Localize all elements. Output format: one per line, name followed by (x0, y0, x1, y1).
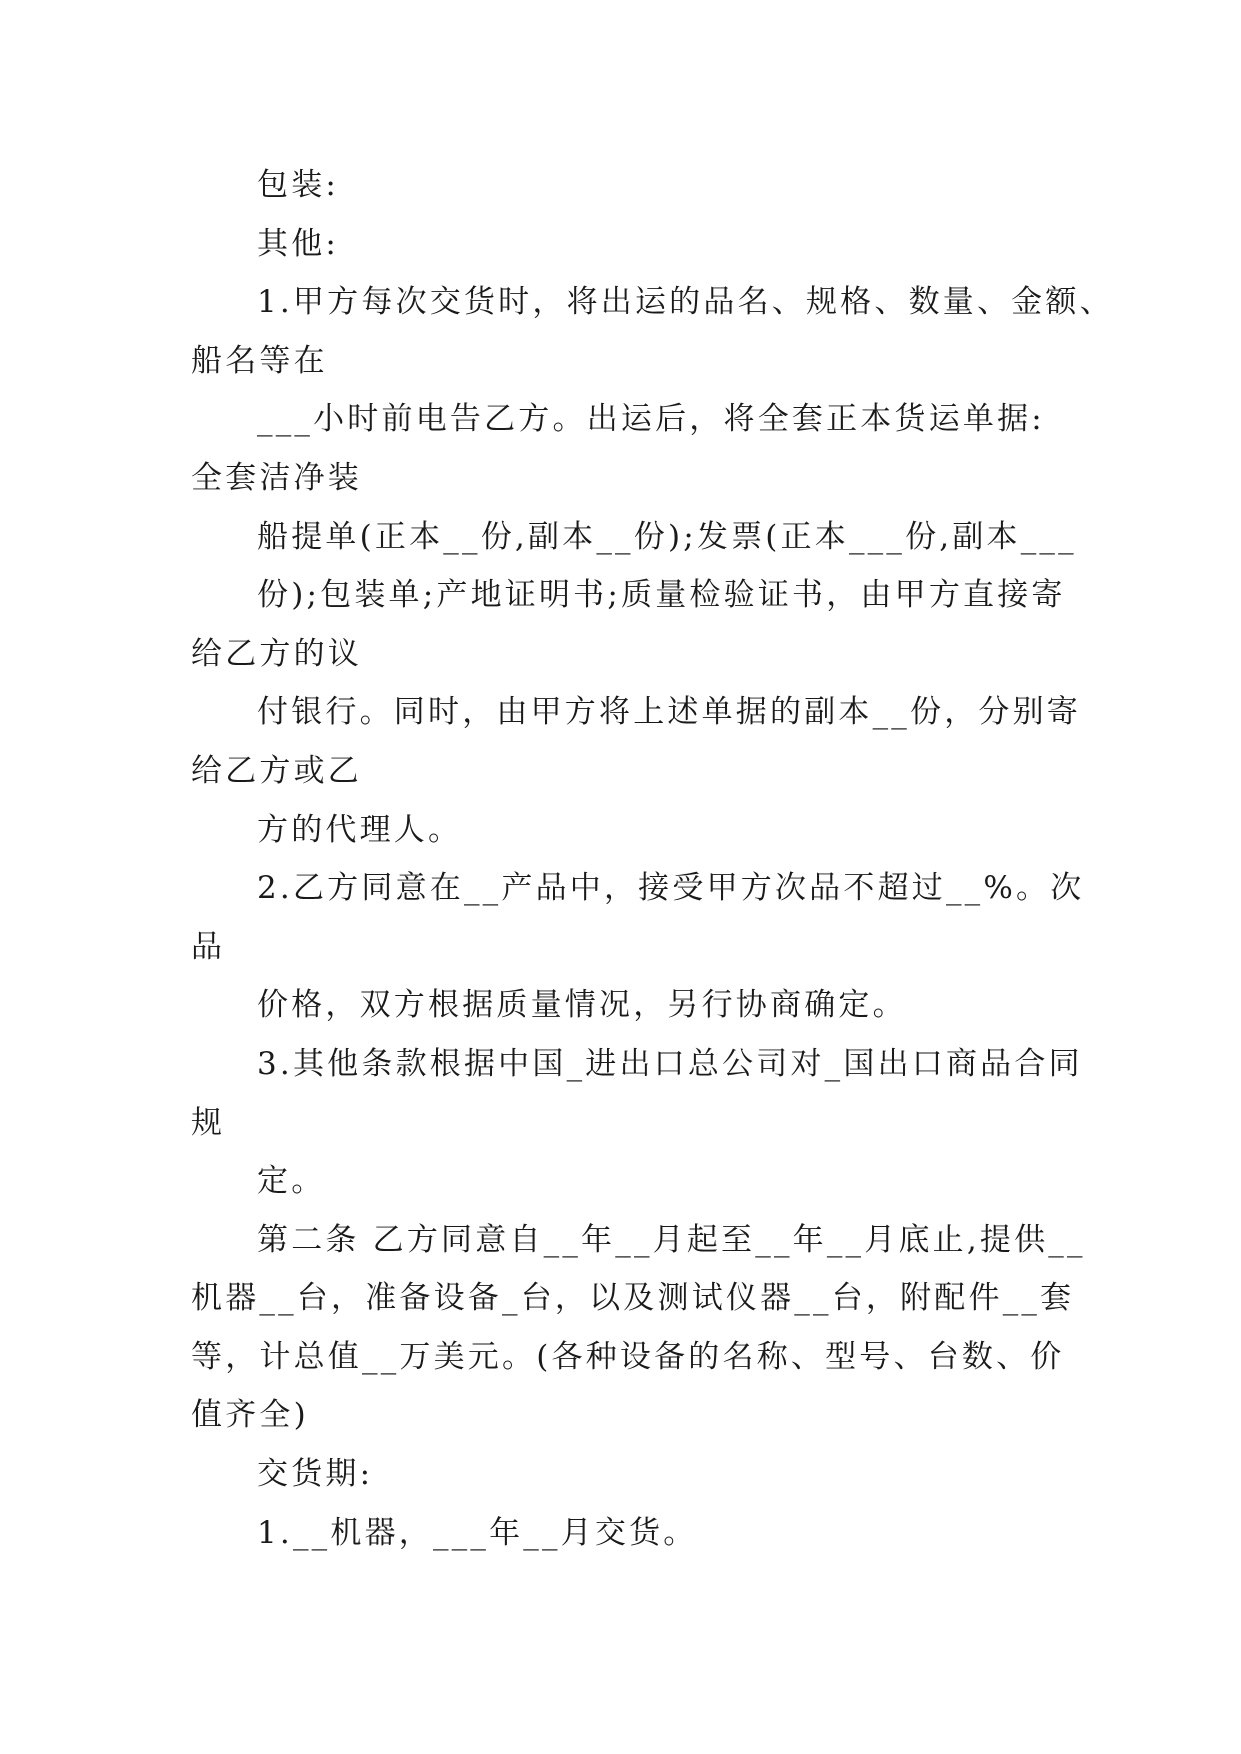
text-line: 包装: (257, 167, 340, 203)
text-line: 第二条 乙方同意自__年__月起至__年__月底止,提供__ (257, 1221, 1086, 1258)
text-line: 给乙方的议 (191, 635, 362, 672)
text-line: 值齐全) (191, 1397, 309, 1434)
text-line: 定。 (257, 1163, 326, 1200)
text-line: 船名等在 (191, 342, 328, 379)
text-line: 其他: (257, 225, 340, 262)
text-line: 机器__台，准备设备_台，以及测试仪器__台，附配件__套 (191, 1280, 1075, 1317)
text-line: 规 (191, 1104, 226, 1141)
text-line: ___小时前电告乙方。出运后，将全套正本货运单据: (257, 401, 1045, 438)
text-line: 全套洁净装 (191, 459, 362, 496)
text-line: 2.乙方同意在__产品中，接受甲方次品不超过__%。次 (257, 870, 1085, 907)
text-line: 1.甲方每次交货时，将出运的品名、规格、数量、金额、 (257, 284, 1114, 321)
text-line: 付银行。同时，由甲方将上述单据的副本__份，分别寄 (257, 694, 1081, 731)
text-line: 1.__机器，___年__月交货。 (257, 1514, 698, 1551)
text-line: 等，计总值__万美元。(各种设备的名称、型号、台数、价 (191, 1338, 1065, 1375)
text-line: 品 (191, 928, 226, 965)
text-line: 3.其他条款根据中国_进出口总公司对_国出口商品合同 (257, 1045, 1083, 1082)
text-line: 给乙方或乙 (191, 752, 362, 789)
text-line: 方的代理人。 (257, 811, 463, 848)
document-body (191, 156, 1114, 1562)
text-line: 交货期: (257, 1456, 374, 1493)
text-line: 价格，双方根据质量情况，另行协商确定。 (257, 987, 907, 1024)
text-line: 份);包装单;产地证明书;质量检验证书，由甲方直接寄 (257, 577, 1066, 614)
text-line: 船提单(正本__份,副本__份);发票(正本___份,副本___ (257, 518, 1077, 555)
